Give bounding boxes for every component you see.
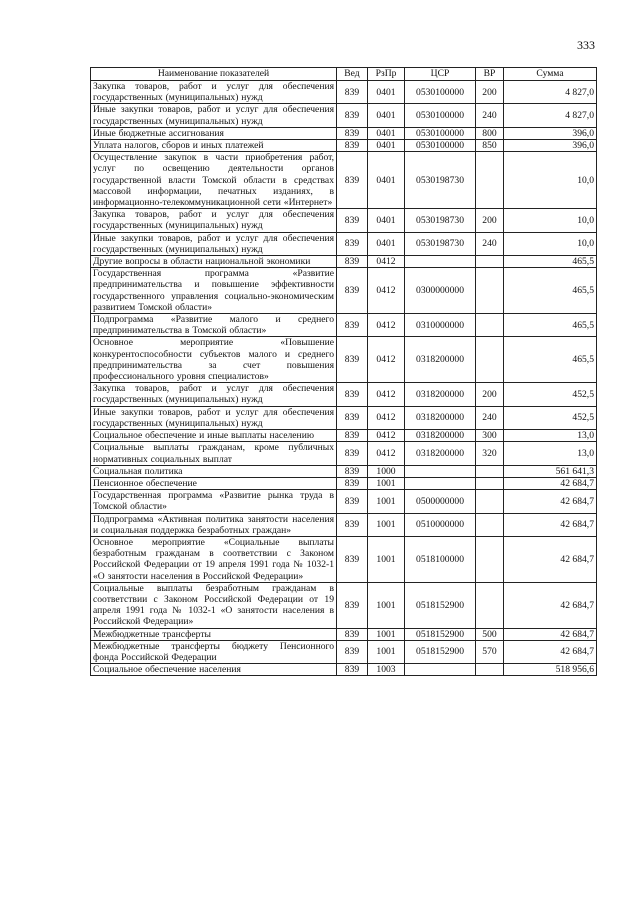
table-row (91, 209, 597, 232)
table-body (91, 81, 597, 676)
cell-csr: 0518152900 (405, 628, 476, 640)
cell-vr: 570 (476, 640, 504, 663)
cell-rzpr: 1001 (368, 490, 405, 513)
cell-rzpr: 0412 (368, 442, 405, 465)
cell-csr: 0530100000 (405, 81, 476, 104)
cell-csr: 0310000000 (405, 314, 476, 337)
cell-ved: 839 (337, 406, 368, 429)
table-row (91, 256, 597, 268)
table-row (91, 127, 597, 139)
cell-sum: 4 827,0 (504, 81, 597, 104)
cell-sum: 10,0 (504, 232, 597, 255)
cell-name: Основное мероприятие «Повышение конкурентоспособности субъектов малого и среднего предпринимательства за счет повышения профессионального уровня специалистов» (91, 337, 337, 383)
cell-vr: 200 (476, 81, 504, 104)
cell-vr: 240 (476, 406, 504, 429)
cell-ved: 839 (337, 477, 368, 489)
cell-csr: 0510000000 (405, 513, 476, 536)
table-row (91, 268, 597, 314)
cell-name: Государственная программа «Развитие предпринимательства и повышение эффективности государственного управления социально-экономическим развитием Томской области» (91, 268, 337, 314)
cell-rzpr: 0412 (368, 314, 405, 337)
cell-csr: 0518152900 (405, 640, 476, 663)
cell-name: Иные бюджетные ассигнования (91, 127, 337, 139)
table-row (91, 314, 597, 337)
cell-ved: 839 (337, 81, 368, 104)
cell-sum: 396,0 (504, 140, 597, 152)
cell-ved: 839 (337, 256, 368, 268)
header-name: Наименование показателей (91, 68, 337, 81)
cell-sum: 452,5 (504, 406, 597, 429)
cell-vr (476, 465, 504, 477)
cell-vr (476, 536, 504, 582)
cell-sum: 10,0 (504, 152, 597, 209)
cell-name: Закупка товаров, работ и услуг для обеспечения государственных (муниципальных) нужд (91, 209, 337, 232)
header-vr: ВР (476, 68, 504, 81)
cell-vr: 200 (476, 209, 504, 232)
table-row (91, 640, 597, 663)
cell-rzpr: 1001 (368, 640, 405, 663)
cell-vr: 240 (476, 232, 504, 255)
table-row (91, 477, 597, 489)
cell-csr: 0530100000 (405, 127, 476, 139)
cell-rzpr: 0401 (368, 232, 405, 255)
cell-sum: 465,5 (504, 268, 597, 314)
cell-sum: 13,0 (504, 442, 597, 465)
cell-name: Подпрограмма «Активная политика занятости населения и социальная поддержка безработных граждан» (91, 513, 337, 536)
table-row (91, 81, 597, 104)
cell-sum: 42 684,7 (504, 477, 597, 489)
cell-ved: 839 (337, 152, 368, 209)
cell-sum: 4 827,0 (504, 104, 597, 127)
cell-csr (405, 256, 476, 268)
cell-name: Закупка товаров, работ и услуг для обеспечения государственных (муниципальных) нужд (91, 383, 337, 406)
cell-sum: 465,5 (504, 256, 597, 268)
cell-csr: 0318200000 (405, 383, 476, 406)
cell-sum: 452,5 (504, 383, 597, 406)
cell-name: Социальная политика (91, 465, 337, 477)
cell-vr: 240 (476, 104, 504, 127)
cell-rzpr: 0401 (368, 140, 405, 152)
table-row (91, 442, 597, 465)
cell-name: Межбюджетные трансферты бюджету Пенсионного фонда Российской Федерации (91, 640, 337, 663)
table-row (91, 628, 597, 640)
cell-rzpr: 0412 (368, 256, 405, 268)
cell-vr (476, 152, 504, 209)
table-row (91, 104, 597, 127)
cell-csr (405, 664, 476, 676)
cell-sum: 465,5 (504, 314, 597, 337)
cell-ved: 839 (337, 209, 368, 232)
cell-sum: 42 684,7 (504, 513, 597, 536)
cell-ved: 839 (337, 268, 368, 314)
table-row (91, 465, 597, 477)
cell-csr: 0530100000 (405, 140, 476, 152)
cell-ved: 839 (337, 104, 368, 127)
cell-name: Межбюджетные трансферты (91, 628, 337, 640)
cell-vr: 200 (476, 383, 504, 406)
cell-csr: 0518100000 (405, 536, 476, 582)
cell-rzpr: 1000 (368, 465, 405, 477)
cell-vr (476, 337, 504, 383)
cell-sum: 10,0 (504, 209, 597, 232)
cell-csr: 0518152900 (405, 582, 476, 628)
cell-ved: 839 (337, 314, 368, 337)
table-row (91, 337, 597, 383)
cell-vr (476, 256, 504, 268)
cell-name: Социальные выплаты гражданам, кроме публичных нормативных социальных выплат (91, 442, 337, 465)
cell-ved: 839 (337, 442, 368, 465)
cell-sum: 42 684,7 (504, 490, 597, 513)
cell-sum: 42 684,7 (504, 536, 597, 582)
cell-name: Пенсионное обеспечение (91, 477, 337, 489)
table-row (91, 664, 597, 676)
table-row (91, 490, 597, 513)
cell-rzpr: 0401 (368, 104, 405, 127)
cell-vr (476, 268, 504, 314)
cell-sum: 396,0 (504, 127, 597, 139)
cell-vr: 300 (476, 430, 504, 442)
cell-name: Иные закупки товаров, работ и услуг для обеспечения государственных (муниципальных) нужд (91, 406, 337, 429)
cell-rzpr: 0412 (368, 337, 405, 383)
cell-vr (476, 664, 504, 676)
page-number: 333 (577, 38, 595, 52)
cell-vr (476, 314, 504, 337)
cell-csr (405, 477, 476, 489)
cell-vr (476, 490, 504, 513)
table-row (91, 140, 597, 152)
table-row (91, 430, 597, 442)
cell-ved: 839 (337, 490, 368, 513)
cell-ved: 839 (337, 640, 368, 663)
cell-ved: 839 (337, 383, 368, 406)
cell-sum: 13,0 (504, 430, 597, 442)
cell-ved: 839 (337, 664, 368, 676)
table-row (91, 582, 597, 628)
cell-ved: 839 (337, 536, 368, 582)
table-header-row (91, 68, 597, 81)
cell-csr: 0530100000 (405, 104, 476, 127)
cell-ved: 839 (337, 430, 368, 442)
cell-sum: 42 684,7 (504, 628, 597, 640)
cell-rzpr: 0412 (368, 430, 405, 442)
cell-ved: 839 (337, 127, 368, 139)
cell-name: Иные закупки товаров, работ и услуг для обеспечения государственных (муниципальных) нужд (91, 232, 337, 255)
cell-vr (476, 582, 504, 628)
cell-ved: 839 (337, 465, 368, 477)
budget-table (90, 67, 597, 676)
cell-ved: 839 (337, 140, 368, 152)
cell-ved: 839 (337, 337, 368, 383)
cell-csr (405, 465, 476, 477)
table-row (91, 536, 597, 582)
cell-csr: 0318200000 (405, 406, 476, 429)
header-rzpr: РзПр (368, 68, 405, 81)
cell-csr: 0318200000 (405, 337, 476, 383)
cell-ved: 839 (337, 582, 368, 628)
cell-csr: 0318200000 (405, 430, 476, 442)
cell-rzpr: 0412 (368, 406, 405, 429)
cell-csr: 0318200000 (405, 442, 476, 465)
table-row (91, 383, 597, 406)
cell-csr: 0530198730 (405, 209, 476, 232)
cell-rzpr: 1001 (368, 477, 405, 489)
cell-name: Социальное обеспечение населения (91, 664, 337, 676)
cell-csr: 0500000000 (405, 490, 476, 513)
cell-rzpr: 0412 (368, 268, 405, 314)
cell-name: Осуществление закупок в части приобретения работ, услуг по освещению деятельности органов государственной власти Томской области в средствах массовой информации, печатных изданиях, в информационно-телекоммуникационной сети «Интернет» (91, 152, 337, 209)
header-csr: ЦСР (405, 68, 476, 81)
cell-ved: 839 (337, 513, 368, 536)
cell-rzpr: 0401 (368, 81, 405, 104)
table-row (91, 406, 597, 429)
header-ved: Вед (337, 68, 368, 81)
cell-name: Закупка товаров, работ и услуг для обеспечения государственных (муниципальных) нужд (91, 81, 337, 104)
cell-sum: 561 641,3 (504, 465, 597, 477)
cell-sum: 518 956,6 (504, 664, 597, 676)
cell-vr: 800 (476, 127, 504, 139)
table-row (91, 513, 597, 536)
cell-csr: 0300000000 (405, 268, 476, 314)
cell-name: Уплата налогов, сборов и иных платежей (91, 140, 337, 152)
cell-vr: 320 (476, 442, 504, 465)
cell-vr: 500 (476, 628, 504, 640)
table-row (91, 152, 597, 209)
cell-rzpr: 1003 (368, 664, 405, 676)
cell-sum: 42 684,7 (504, 640, 597, 663)
cell-name: Основное мероприятие «Социальные выплаты безработным гражданам в соответствии с Законом Российской Федерации от 19 апреля 1991 года № 1032-1 «О занятости населения в Российской Федерации» (91, 536, 337, 582)
cell-ved: 839 (337, 232, 368, 255)
cell-vr (476, 477, 504, 489)
cell-rzpr: 0412 (368, 383, 405, 406)
cell-rzpr: 0401 (368, 209, 405, 232)
cell-vr (476, 513, 504, 536)
cell-sum: 42 684,7 (504, 582, 597, 628)
header-sum: Сумма (504, 68, 597, 81)
cell-ved: 839 (337, 628, 368, 640)
cell-rzpr: 1001 (368, 536, 405, 582)
cell-name: Подпрограмма «Развитие малого и среднего предпринимательства в Томской области» (91, 314, 337, 337)
cell-sum: 465,5 (504, 337, 597, 383)
cell-rzpr: 1001 (368, 628, 405, 640)
cell-name: Государственная программа «Развитие рынка труда в Томской области» (91, 490, 337, 513)
cell-vr: 850 (476, 140, 504, 152)
cell-rzpr: 0401 (368, 152, 405, 209)
cell-rzpr: 1001 (368, 513, 405, 536)
cell-rzpr: 0401 (368, 127, 405, 139)
cell-csr: 0530198730 (405, 152, 476, 209)
table-row (91, 232, 597, 255)
cell-name: Другие вопросы в области национальной экономики (91, 256, 337, 268)
cell-name: Социальное обеспечение и иные выплаты населению (91, 430, 337, 442)
cell-name: Социальные выплаты безработным гражданам в соответствии с Законом Российской Федерации от 19 апреля 1991 года № 1032-1 «О занятости населения в Российской Федерации» (91, 582, 337, 628)
cell-name: Иные закупки товаров, работ и услуг для обеспечения государственных (муниципальных) нужд (91, 104, 337, 127)
cell-csr: 0530198730 (405, 232, 476, 255)
cell-rzpr: 1001 (368, 582, 405, 628)
